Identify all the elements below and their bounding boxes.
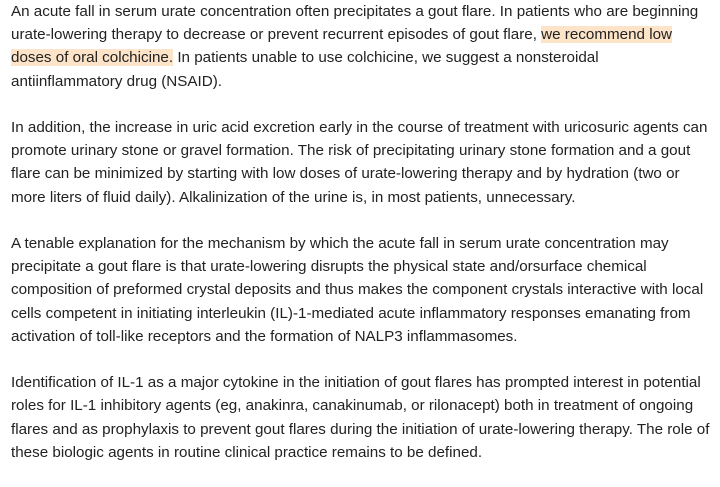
paragraph-4: Identification of IL-1 as a major cytokine in the initiation of gout flares has prompted interest in potential roles for IL-1 inhibitory agents (eg, anakinra, canakinumab, or rilonacept) both in treatment of ongoing flares and as prophylaxis to prevent gout flares during the initiation of urate-lowering therapy. The role of these biologic agents in routine clinical practice remains to be defined. bbox=[11, 374, 710, 461]
paragraph-1-text-before: An acute fall in serum urate concentration often precipitates a gout flare. In patients who are beginning urate-lowering therapy to decrease or prevent recurrent episodes of gout flare, bbox=[11, 3, 699, 44]
paragraph-1 bbox=[11, 0, 711, 93]
paragraph-3: A tenable explanation for the mechanism by which the acute fall in serum urate concentration may precipitate a gout flare is that urate-lowering disrupts the physical state and/orsurface chemical composition of preformed crystal deposits and thus makes the component crystals interactive with local cells competent in initiating interleukin (IL)-1-mediated acute inflammatory responses emanating from activation of toll-like receptors and the formation of NALP3 inflammasomes. bbox=[11, 235, 704, 345]
document-body bbox=[11, 0, 711, 487]
paragraph-2: In addition, the increase in uric acid excretion early in the course of treatment with uricosuric agents can promote urinary stone or gravel formation. The risk of precipitating urinary stone formation and a gout flare can be minimized by starting with low doses of urate-lowering therapy and by hydration (two or more liters of fluid daily). Alkalinization of the urine is, in most patients, unnecessary. bbox=[11, 119, 708, 206]
paragraph-1-text-after: In patients unable to use colchicine, we suggest a nonsteroidal antiinflammatory drug (NSAID). bbox=[11, 49, 599, 90]
recommendation-highlight: we recommend low doses of oral colchicine. bbox=[11, 26, 673, 67]
